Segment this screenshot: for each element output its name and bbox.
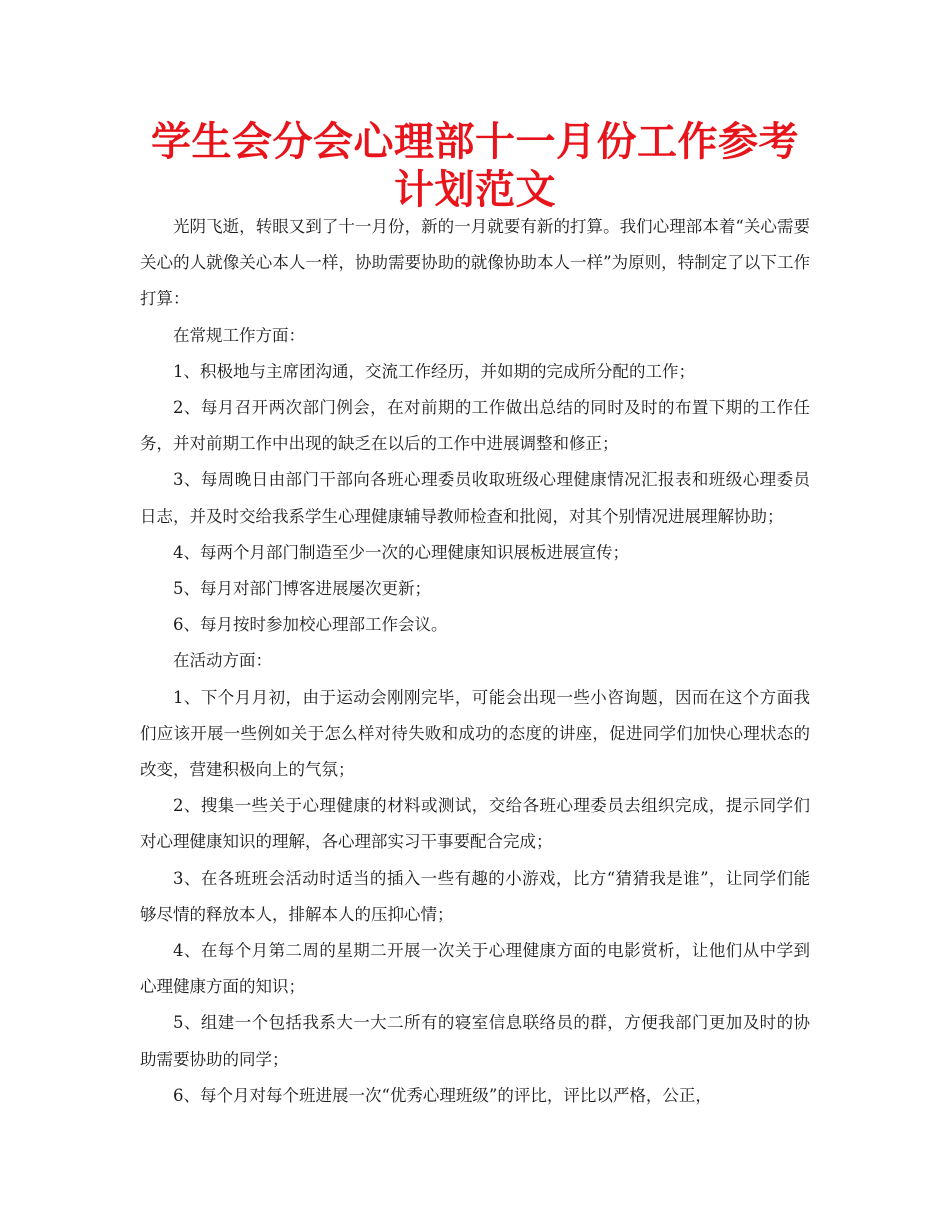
list-item: 5、每月对部门博客进展屡次更新； bbox=[173, 579, 431, 599]
document-body bbox=[140, 209, 810, 1114]
list-item: 6、每个月对每个班进展一次“优秀心理班级”的评比，评比以严格，公正， bbox=[173, 1085, 712, 1105]
list-item: 2、搜集一些关于心理健康的材料或测试，交给各班心理委员去组织完成，提示同学们对心理健康知识的理解，各心理部实习干事要配合完成； bbox=[140, 796, 810, 852]
document-title: 学生会分会心理部十一月份工作参考计划范文 bbox=[151, 119, 799, 213]
list-item: 6、每月按时参加校心理部工作会议。 bbox=[173, 615, 448, 635]
list-item: 5、组建一个包括我系大一大二所有的寝室信息联络员的群，方便我部门更加及时的协助需要协助的同学； bbox=[140, 1013, 810, 1069]
list-item: 3、每周晚日由部门干部向各班心理委员收取班级心理健康情况汇报表和班级心理委员日志，并及时交给我系学生心理健康辅导教师检查和批阅，对其个别情况进展理解协助； bbox=[140, 470, 810, 526]
list-item: 2、每月召开两次部门例会，在对前期的工作做出总结的同时及时的布置下期的工作任务，并对前期工作中出现的缺乏在以后的工作中进展调整和修正； bbox=[140, 398, 810, 454]
list-item: 1、积极地与主席团沟通，交流工作经历，并如期的完成所分配的工作； bbox=[173, 361, 695, 381]
paragraph-intro: 光阴飞逝，转眼又到了十一月份，新的一月就要有新的打算。我们心理部本着“关心需要关心的人就像关心本人一样，协助需要协助的就像协助本人一样”为原则，特制定了以下工作打算： bbox=[140, 217, 810, 309]
list-item: 1、下个月月初，由于运动会刚刚完毕，可能会出现一些小咨询题，因而在这个方面我们应该开展一些例如关于怎么样对待失败和成功的态度的讲座，促进同学们加快心理状态的改变，营建积极向上的气氛； bbox=[140, 687, 810, 780]
section-heading-activities: 在活动方面： bbox=[173, 651, 272, 671]
list-item: 4、在每个月第二周的星期二开展一次关于心理健康方面的电影赏析，让他们从中学到心理健康方面的知识； bbox=[140, 941, 810, 997]
section-heading-routine: 在常规工作方面： bbox=[173, 325, 305, 345]
list-item: 4、每两个月部门制造至少一次的心理健康知识展板进展宣传； bbox=[173, 542, 629, 562]
list-item: 3、在各班班会活动时适当的插入一些有趣的小游戏，比方“猜猜我是谁”，让同学们能够尽情的释放本人，排解本人的压抑心情； bbox=[140, 868, 810, 924]
